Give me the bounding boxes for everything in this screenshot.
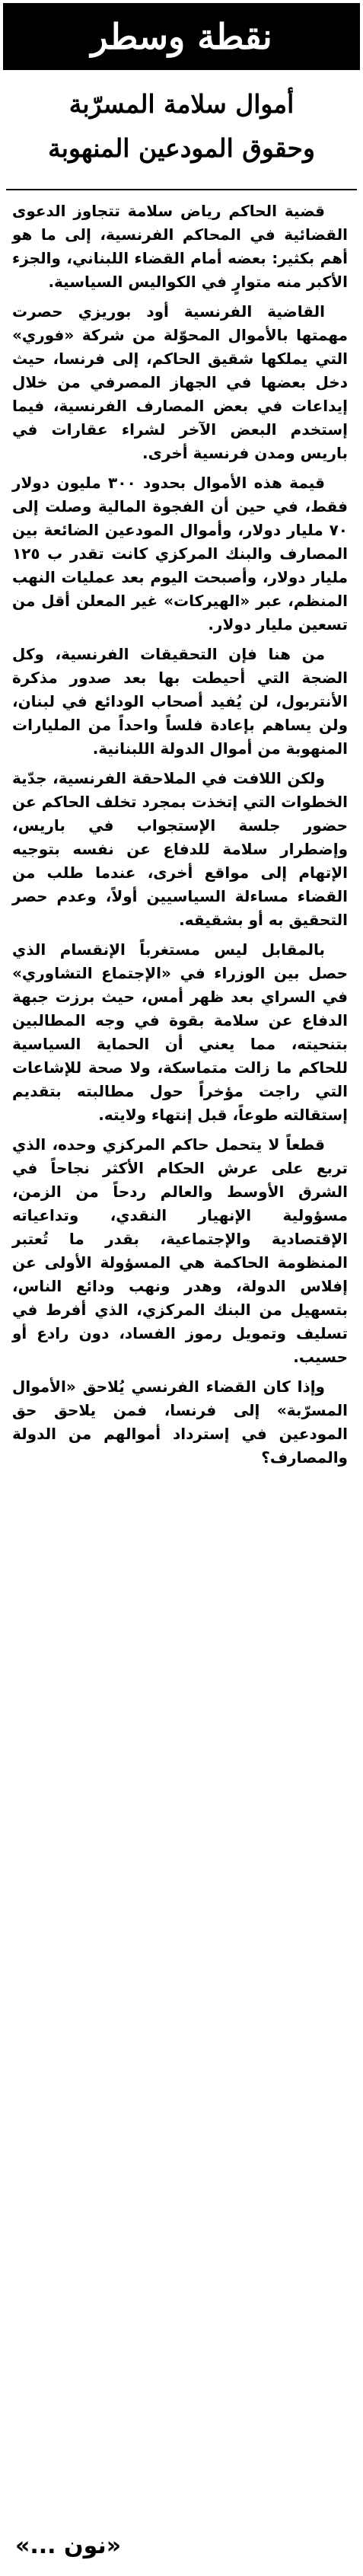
paragraph: وإذا كان القضاء الفرنسي يُلاحق «الأموال المسرّبة» إلى فرنسا، فمن يلاحق حق المودعين في إسترداد أموالهم من الدولة والمصارف؟ (12, 1377, 348, 1467)
paragraph: ولكن اللافت في الملاحقة الفرنسية، جدّية الخطوات التي إتخذت بمجرد تخلف الحاكم عن حضور جلسة الإستجواب في باريس، وإضطرار سلامة للدفاع عن نفسه بتوجيه الإتهام إلى مواقع أخرى، عندما طلب من القضاء مساءلة السياسيين أولاً، وعدم حصر التحقيق به أو بشقيقه. (12, 769, 348, 929)
author-signature: «نون ...» (15, 2533, 122, 2559)
paragraph: قطعاً لا يتحمل حاكم المركزي وحده، الذي تربع على عرش الحكام الأكثر نجاحاً في الشرق الأوسط والعالم ردحاً من الزمن، مسؤولية الإنهيار النقدي، وتداعياته الإقتصادية والإجتماعية، بقدر ما تُعتبر المنظومة الحاكمة هي المسؤولة الأولى عن إفلاس الدولة، وهدر ونهب ودائع الناس، بتسهيل من البنك المركزي، الذي أفرط في تسليف وتمويل رموز الفساد، دون رادع أو حسيب. (12, 1135, 348, 1366)
headline-divider (6, 189, 357, 190)
headline-line-2: وحقوق المودعين المنهوبة (48, 133, 315, 163)
article-headline (8, 82, 355, 171)
paragraph: بالمقابل ليس مستغرباً الإنقسام الذي حصل بين الوزراء في «الإجتماع التشاوري» في السراي بعد ظهر أمس، حيث برزت جبهة الدفاع عن سلامة بقوة في وجه المطالبين بتنحيته، مما يعني أن الحماية السياسية للحاكم ما زالت متماسكة، ولا صحة للإشاعات التي راجت مؤخراً حول مطالبته بتقديم إستقالته طوعاً، قبل إنتهاء ولايته. (12, 940, 348, 1124)
column-header-banner (3, 3, 360, 70)
paragraph: قضية الحاكم رياض سلامة تتجاوز الدعوى القضائية في المحاكم الفرنسية، إلى ما هو أهم بكثير: بعضه أمام القضاء اللبناني، والجزء الأكبر منه متوارٍ في الكواليس السياسية. (12, 202, 348, 291)
paragraph: من هنا فإن التحقيقات الفرنسية، وكل الضجة التي أحيطت بها بعد صدور مذكرة الأنتربول، لن يُفيد أصحاب الودائع في لبنان، ولن يساهم بإعادة فلساً واحداً من المليارات المنهوبة من أموال الدولة اللبنانية. (12, 645, 348, 758)
column-name: نقطة وسطر (91, 16, 272, 57)
article-body (12, 200, 348, 1476)
paragraph: القاضية الفرنسية أود بوريزي حصرت مهمتها بالأموال المحوّلة من شركة «فوري» التي يملكها شقيق الحاكم، إلى فرنسا، حيث دخل بعضها في الجهاز المصرفي من خلال إيداعات في بعض المصارف الفرنسية، فيما إستخدم البعض الآخر لشراء عقارات في باريس ومدن فرنسية أخرى. (12, 302, 348, 462)
headline-line-1: أموال سلامة المسرّبة (68, 89, 295, 119)
paragraph: قيمة هذه الأموال بحدود ٣٠٠ مليون دولار فقط، في حين أن الفجوة المالية وصلت إلى ٧٠ مليار دولار، وأموال المودعين الضائعة بين المصارف والبنك المركزي كانت تقدر ب ١٢٥ مليار دولار، وأصبحت اليوم بعد عمليات النهب المنظم، عبر «الهيركات» غير المعلن أقل من تسعين مليار دولار. (12, 474, 348, 634)
